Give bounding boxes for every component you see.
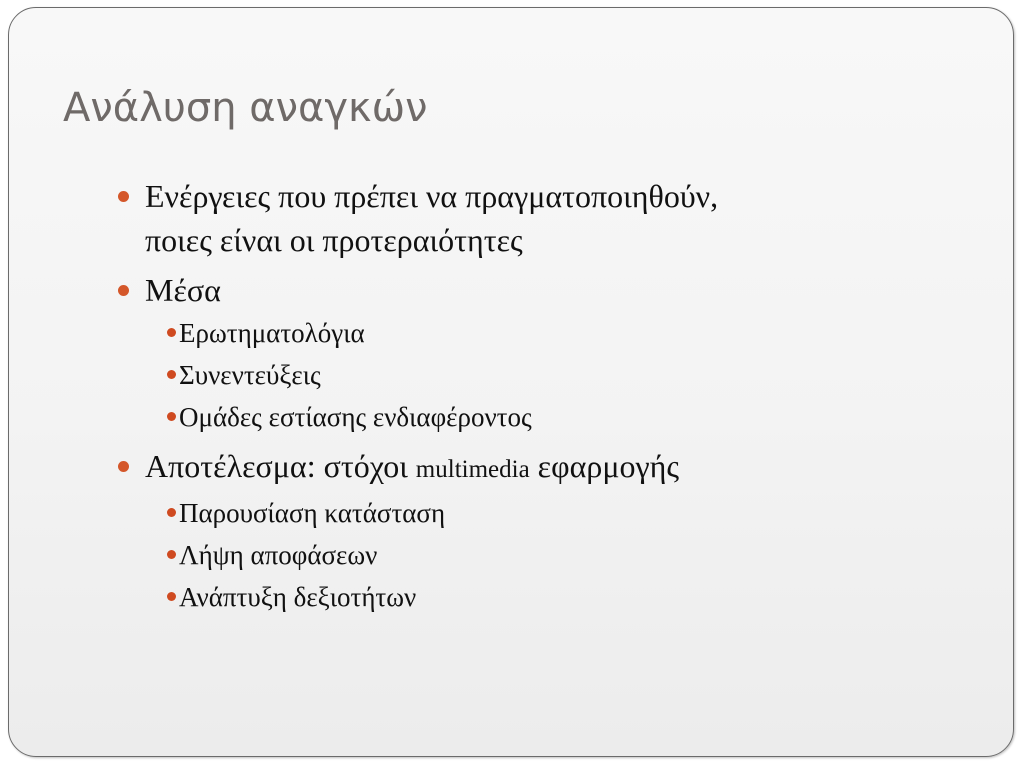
sub-bullet-focus-groups: Ομάδες εστίασης ενδιαφέροντος <box>145 396 993 438</box>
sub-bullet-skill-development: Ανάπτυξη δεξιοτήτων <box>145 576 993 618</box>
bullet-means-label: Μέσα <box>145 272 221 308</box>
result-sublist <box>145 492 993 618</box>
sub-bullet-questionnaires: Ερωτηματολόγια <box>145 312 993 354</box>
means-sublist <box>145 312 993 438</box>
result-text-before: Αποτέλεσμα: στόχοι <box>145 448 416 484</box>
slide-title: Ανάλυση αναγκών <box>63 85 428 131</box>
bullet-list <box>113 174 993 624</box>
slide <box>8 7 1014 757</box>
bullet-means <box>113 268 993 438</box>
sub-bullet-status-presentation: Παρουσίαση κατάσταση <box>145 492 993 534</box>
sub-bullet-decision-making: Λήψη αποφάσεων <box>145 534 993 576</box>
bullet-actions-line1: Ενέργειες που πρέπει να πραγματοποιηθούν, <box>145 178 719 214</box>
bullet-actions-line2: ποιες είναι οι προτεραιότητες <box>145 222 523 258</box>
result-text-after: εφαρμογής <box>529 448 680 484</box>
result-term: multimedia <box>415 456 530 483</box>
sub-bullet-interviews: Συνεντεύξεις <box>145 354 993 396</box>
bullet-result-label <box>145 444 993 492</box>
bullet-actions <box>113 174 993 262</box>
bullet-result <box>113 444 993 618</box>
